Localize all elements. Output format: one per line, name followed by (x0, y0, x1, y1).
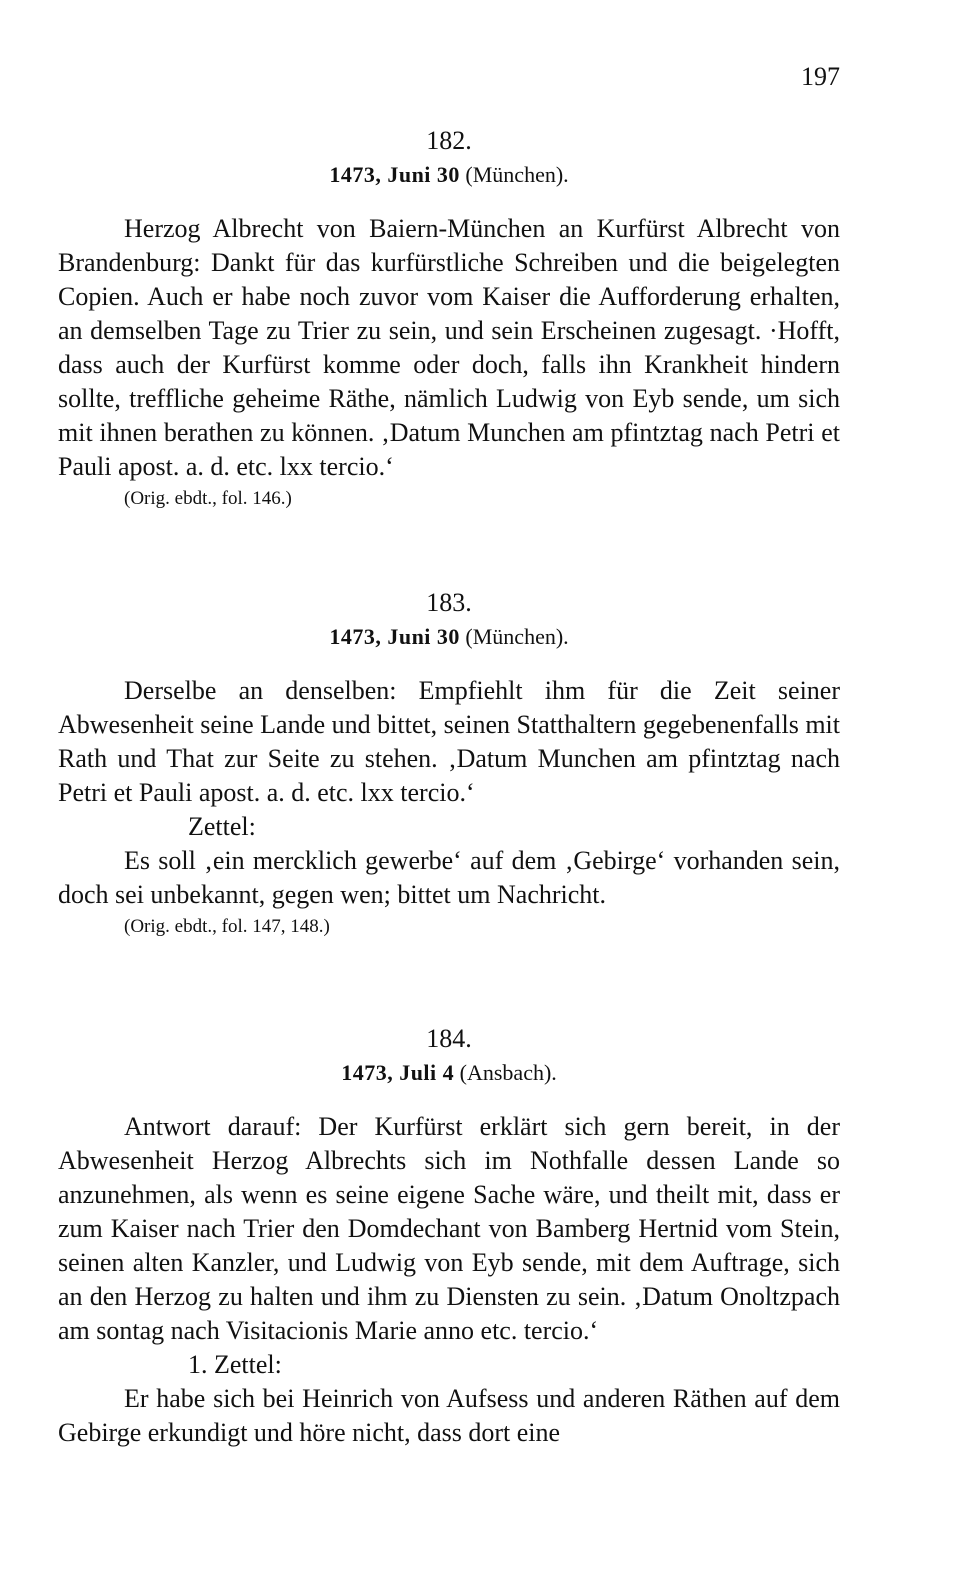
entry-date-line (58, 1056, 840, 1090)
zettel-label: 1. Zettel: (188, 1350, 282, 1379)
entry-text: Antwort darauf: Der Kurfürst erklärt sich gern bereit, in der Abwesenheit Herzog Albrechts sich im Nothfalle dessen Lande so anzunehmen, als wenn es seine eigene Sache wäre, und theilt mit, dass er zum Kaiser nach Trier den Domdechant von Bamberg Hertnid vom Stein, seinen alten Kanzler, und Ludwig von Eyb sende, mit dem Auftrage, sich an den Herzog zu halten und ihm zu Diensten zu sein. ‚Datum Onoltzpach am sontag nach Visitacionis Marie anno etc. tercio.‘ (58, 1112, 840, 1345)
entry-number: 184. (426, 1024, 472, 1053)
entry-184 (58, 1022, 840, 1450)
zettel-label: Zettel: (188, 812, 256, 841)
source-citation: (Orig. ebdt., fol. 147, 148.) (124, 916, 330, 937)
source-citation: (Orig. ebdt., fol. 146.) (124, 488, 292, 509)
entry-place: (Ansbach). (459, 1060, 557, 1085)
entry-text: Herzog Albrecht von Baiern-München an Kurfürst Albrecht von Brandenburg: Dankt für das kurfürstliche Schreiben und die beigelegten Copien. Auch er habe noch zuvor vom Kaiser die Aufforderung erhalten, an demselben Tage zu Trier zu sein, und sein Erscheinen zugesagt. ·Hofft, dass auch der Kurfürst komme oder doch, falls ihn Krankheit hindern sollte, treffliche geheime Räthe, nämlich Ludwig von Eyb sende, um sich mit ihnen berathen zu können. ‚Datum Munchen am pfintztag nach Petri et Pauli apost. a. d. etc. lxx tercio.‘ (58, 214, 840, 481)
entry-date-line (58, 158, 840, 192)
entry-place: (München). (465, 162, 569, 187)
entry-date: 1473, Juli 4 (341, 1060, 455, 1085)
entry-date: 1473, Juni 30 (329, 162, 460, 187)
page-number: 197 (801, 62, 840, 91)
zettel-text: Es soll ‚ein mercklich gewerbe‘ auf dem ‚Gebirge‘ vorhanden sein, doch sei unbekannt, gegen wen; bittet um Nachricht. (58, 846, 840, 909)
entry-182 (58, 124, 840, 514)
entry-number: 182. (426, 126, 472, 155)
entry-text: Derselbe an denselben: Empfiehlt ihm für die Zeit seiner Abwesenheit seine Lande und bittet, seinen Statthaltern gegebenenfalls mit Rath und That zur Seite zu stehen. ‚Datum Munchen am pfintztag nach Petri et Pauli apost. a. d. etc. lxx tercio.‘ (58, 676, 840, 807)
entry-number: 183. (426, 588, 472, 617)
entry-date: 1473, Juni 30 (329, 624, 460, 649)
entry-date-line (58, 620, 840, 654)
zettel-text: Er habe sich bei Heinrich von Aufsess und anderen Räthen auf dem Gebirge erkundigt und höre nicht, dass dort eine (58, 1384, 840, 1447)
entry-place: (München). (465, 624, 569, 649)
entry-183 (58, 586, 840, 942)
